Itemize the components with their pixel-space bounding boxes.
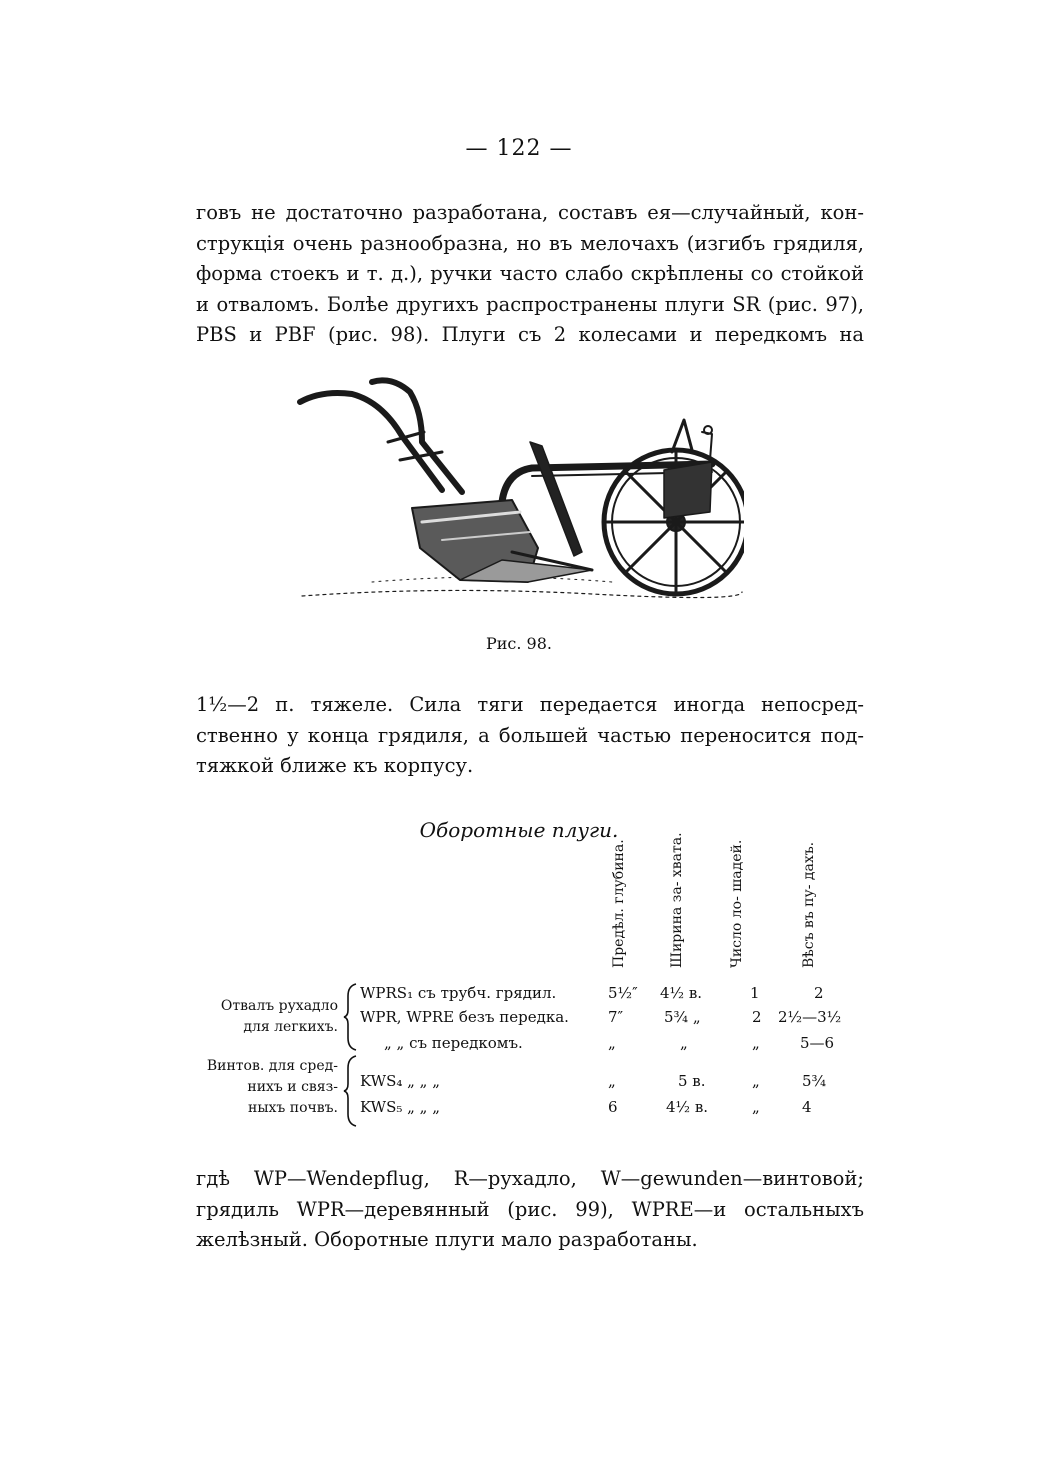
text-line: струкція очень разнообразна, но въ мелочахъ (изгибъ грядиля, bbox=[196, 231, 864, 255]
text-line: форма стоекъ и т. д.), ручки часто слабо скрѣплены со стойкой bbox=[196, 262, 864, 285]
row-width: 4½ в. bbox=[660, 984, 703, 1002]
row-depth: 6 bbox=[608, 1098, 618, 1116]
group-label-screw bbox=[182, 1056, 338, 1119]
row-weight: 5—6 bbox=[800, 1034, 835, 1052]
row-horses: 1 bbox=[750, 984, 760, 1002]
row-depth: 5½″ bbox=[608, 984, 638, 1002]
brace-light bbox=[342, 982, 358, 1052]
text-line: PBS и PBF (рис. 98). Плуги съ 2 колесами и передкомъ на bbox=[196, 323, 864, 346]
row-horses: „ bbox=[752, 1098, 760, 1116]
row-model: „ „ съ передкомъ. bbox=[384, 1034, 523, 1052]
paragraph-2 bbox=[196, 690, 864, 782]
row-width: 5¾ „ bbox=[664, 1008, 701, 1026]
row-width: „ bbox=[680, 1034, 688, 1052]
row-width: 4½ в. bbox=[666, 1098, 709, 1116]
row-weight: 5¾ bbox=[802, 1072, 827, 1090]
column-header-depth: Предѣл. глубина. bbox=[611, 839, 627, 968]
table-title: Оборотные плуги. bbox=[419, 818, 619, 842]
text-line: желѣзный. Оборотные плуги мало разработаны. bbox=[196, 1228, 698, 1251]
text-line: и отваломъ. Болѣе другихъ распространены плуги SR (рис. 97), bbox=[196, 292, 864, 316]
row-model: WPR, WPRE безъ передка. bbox=[360, 1008, 569, 1026]
row-depth: „ bbox=[608, 1034, 616, 1052]
paragraph-1 bbox=[196, 198, 864, 351]
row-width: 5 в. bbox=[678, 1072, 706, 1090]
column-header-width: Ширина за- хвата. bbox=[669, 832, 685, 968]
group-label-light bbox=[182, 996, 338, 1038]
text-line: 1½—2 п. тяжеле. Сила тяги передается иногда непосред- bbox=[196, 693, 864, 716]
group-label-line: нихъ и связ- bbox=[247, 1079, 338, 1095]
text-line: грядиль WPR—деревянный (рис. 99), WPRE—и остальныхъ bbox=[196, 1197, 864, 1221]
row-weight: 2 bbox=[814, 984, 824, 1002]
group-label-line: для легкихъ. bbox=[243, 1019, 338, 1035]
text-line: гдѣ WP—Wendepflug, R—рухадло, W—gewunden—винтовой; bbox=[196, 1167, 864, 1190]
text-line: ственно у конца грядиля, а большей частью переносится под- bbox=[196, 723, 864, 747]
row-weight: 4 bbox=[802, 1098, 812, 1116]
paragraph-3 bbox=[196, 1164, 864, 1256]
row-horses: „ bbox=[752, 1072, 760, 1090]
row-model: KWS₄ „ „ „ bbox=[360, 1072, 440, 1090]
row-depth: „ bbox=[608, 1072, 616, 1090]
column-header-weight: Вѣсъ въ пу- дахъ. bbox=[801, 841, 817, 968]
plough-illustration bbox=[292, 372, 744, 604]
row-horses: 2 bbox=[752, 1008, 762, 1026]
row-weight: 2½—3½ bbox=[778, 1008, 842, 1026]
group-label-line: ныхъ почвъ. bbox=[248, 1100, 338, 1116]
row-horses: „ bbox=[752, 1034, 760, 1052]
figure-caption: Рис. 98. bbox=[485, 634, 552, 653]
brace-screw bbox=[342, 1054, 358, 1128]
text-line: тяжкой ближе къ корпусу. bbox=[196, 754, 474, 777]
page-number: — 122 — bbox=[465, 136, 573, 161]
column-header-horses: Число ло- шадей. bbox=[729, 839, 745, 968]
group-label-line: Отвалъ рухадло bbox=[220, 998, 338, 1014]
row-model: WPRS₁ съ трубч. грядил. bbox=[360, 984, 557, 1002]
row-model: KWS₅ „ „ „ bbox=[360, 1098, 440, 1116]
group-label-line: Винтов. для сред- bbox=[206, 1058, 338, 1074]
text-line: говъ не достаточно разработана, составъ ея—случайный, кон- bbox=[196, 201, 864, 224]
row-depth: 7″ bbox=[608, 1008, 624, 1026]
